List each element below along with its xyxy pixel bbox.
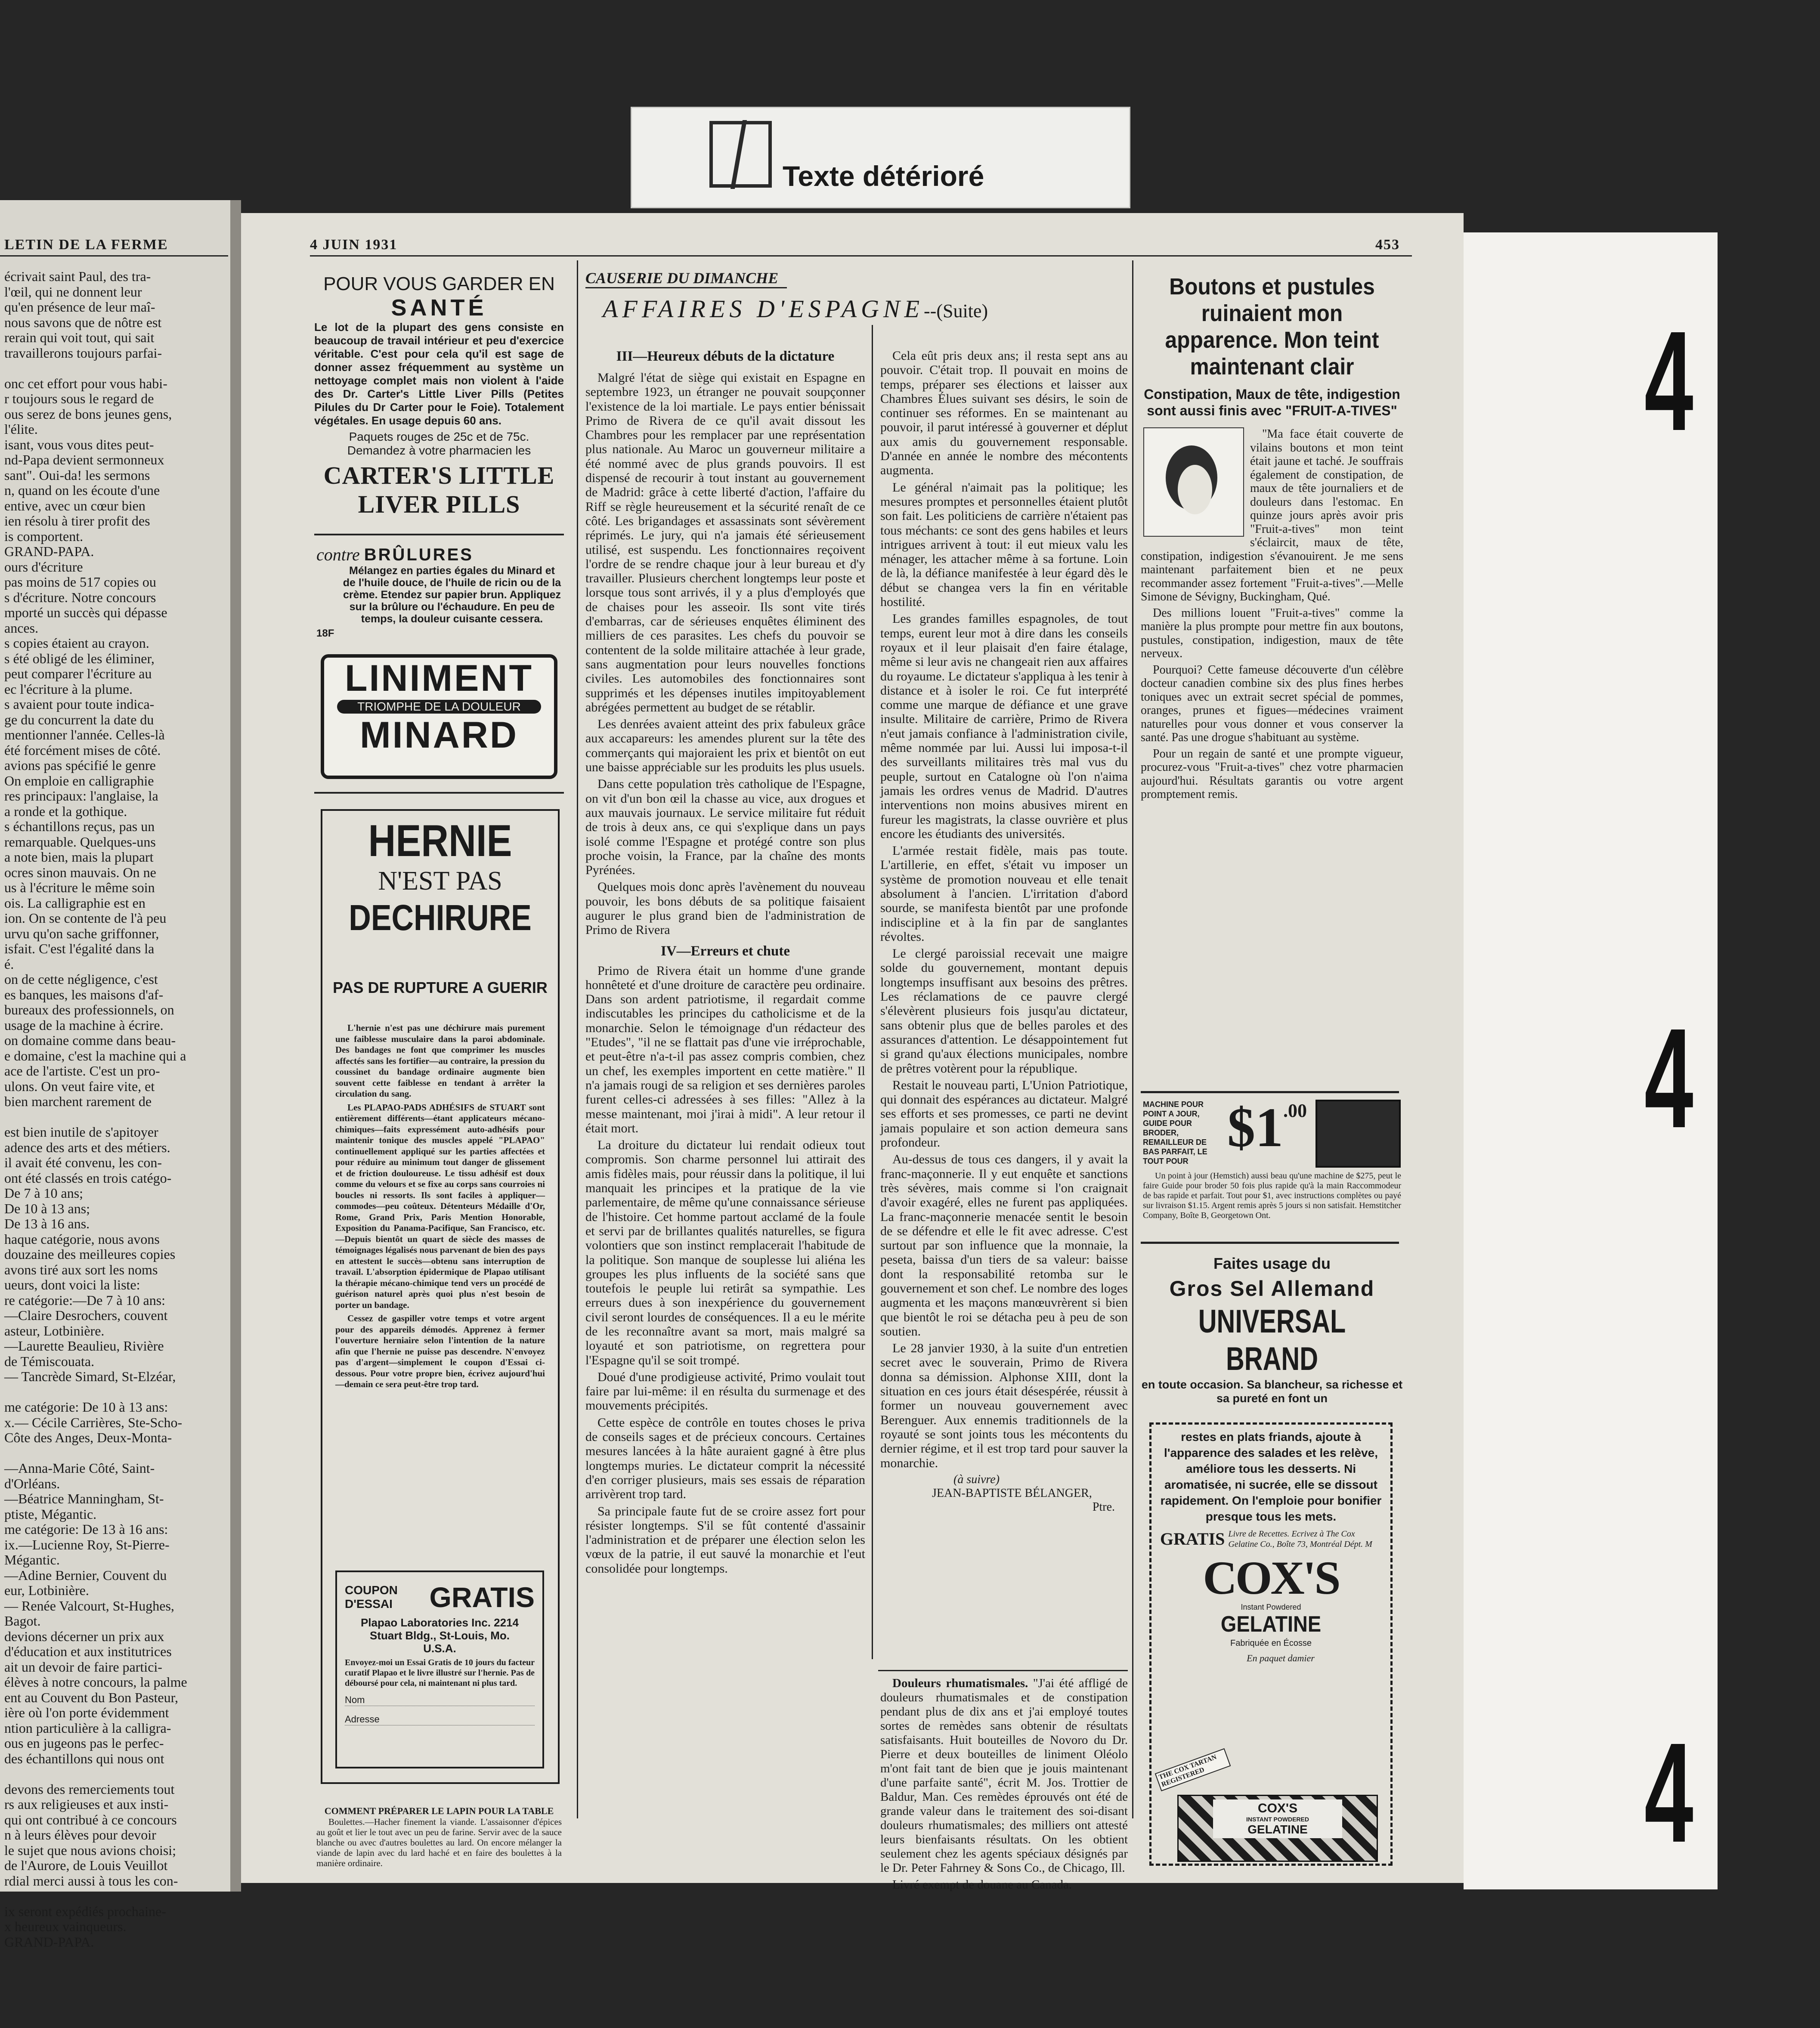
page-gutter bbox=[230, 200, 241, 1892]
article-paragraph: Le 28 janvier 1930, à la suite d'un entretien secret avec le souverain, Primo de Rivera donna sa démission. Alphonse XIII, dont la situation en ces jours était désespérée, réussit à former un nouveau gouvernement avec Berenguer. Aux ennemis traditionnels de la royauté se sont joints tous les mécontents du dernier régime, et il est trop tard pour sauver la monarchie. bbox=[880, 1341, 1128, 1470]
ad-cox-gelatine bbox=[1149, 1422, 1393, 1866]
article-paragraph: L'armée restait fidèle, mais pas toute. L'artillerie, en effet, s'était vu imposer un système de promotion nouveau et elle tenait absolument à l'ancien. L'irritation d'abord sourde, se manifesta bientôt par une profonde indiscipline et à la fin par de sanglantes révoltes. bbox=[880, 844, 1128, 944]
left-page-line: ière où l'on porte évidemment bbox=[4, 1705, 169, 1720]
left-page-line: nd-Papa devient sermonneux bbox=[4, 452, 164, 467]
brulures-code: 18F bbox=[316, 628, 334, 639]
right-page-flap bbox=[1464, 232, 1718, 1889]
left-page-line: x.— Cécile Carrières, Ste-Scho- bbox=[4, 1414, 183, 1430]
article-title: AFFAIRES D'ESPAGNE bbox=[603, 295, 924, 323]
article-paragraph: Dans cette population très catholique de l'Espagne, on vit d'un bon œil la chasse au vice, aux drogues et aux mauvais journaux. Le service militaire fut réduit de trois à deux ans, ce qui s'explique dans un pays isolé comme l'Espagne et protégé contre son plus proche voisin, la France, par la chaîne des monts Pyrénées. bbox=[585, 777, 865, 878]
ad-separator-1 bbox=[314, 534, 564, 535]
left-page-line bbox=[4, 1766, 215, 1782]
recipe-lapin bbox=[316, 1805, 562, 1879]
left-page-line: ont été classés en trois catégo- bbox=[4, 1170, 172, 1186]
stamp-label: Texte détérioré bbox=[783, 160, 984, 192]
cox-tartan-badge: THE COX TARTAN REGISTERED bbox=[1155, 1748, 1231, 1791]
left-page-line: ueurs, dont voici la liste: bbox=[4, 1277, 140, 1292]
cox-body: restes en plats friands, ajoute à l'apparence des salades et les relève, améliore tous les desserts. Ni aromatisée, ni sucrée, elle se dissout rapidement. On l'emploie pour bonifier presque tous les mets. bbox=[1160, 1430, 1382, 1523]
article-author: JEAN-BAPTISTE BÉLANGER, bbox=[932, 1486, 1092, 1500]
brulures-body: Mélangez en parties égales du Minard et de l'huile douce, de l'huile de ricin ou de la crème. Etendez sur papier brun. Appliquez sur la brûlure ou l'échaudure. En peu de temps, la douleur cuisante cessera. bbox=[343, 565, 561, 625]
article-paragraph: Cela eût pris deux ans; il resta sept ans au pouvoir. C'était trop. Il pouvait en moins de temps, préparer ses élections et laisser aux Chambres Élues suivant ses désirs, le soin de continuer ses réformes. En se maintenant au pouvoir, il parut intéressé à gouverner et déplut aux amis du gouvernement responsable. D'année en année le nombre des mécontents augmenta. bbox=[880, 349, 1128, 478]
hernie-title-3: DECHIRURE bbox=[349, 897, 532, 938]
ad-machine bbox=[1143, 1097, 1401, 1237]
ad-rhumatismes bbox=[880, 1676, 1128, 1892]
machine-rule-top bbox=[1141, 1091, 1399, 1093]
article-paragraph: Le clergé paroissial recevait une maigre solde du gouvernement, montant depuis longtemps insuffisant aux besoins des prêtres. Les réclamations de ce pauvre clergé s'élevèrent plusieurs fois jusqu'au dictateur, sans obtenir plus que de belles paroles et des assurances d'attention. Le désappointement fut si grand qu'aux élections municipales, nombre de prêtres votèrent pour la république. bbox=[880, 946, 1128, 1076]
hernie-title-1: HERNIE bbox=[368, 816, 512, 866]
article-paragraph: Primo de Rivera était un homme d'une grande honnêteté et d'une droiture de caractère peu ordinaire. Dans son ardent patriotisme, il regardait comme indiscutables les principes du catholicisme et de la monarchie. Selon le témoignage d'un rédacteur des "Etudes", "il ne se flattait pas d'une vie irréprochable, et peut-être n'a-t-il pas assez compris combien, chez un chef, les exemples importent en cette matière." Il n'a jamais rougi de sa religion et ses dernières paroles furent celles-ci adressées à ses filles: "Allez à la messe maintenant, moi j'irai à midi". A leur retour il était mort. bbox=[585, 963, 865, 1135]
hernie-body-2: Les PLAPAO-PADS ADHÉSIFS de STUART sont entièrement différents—étant applicateurs mécano-chimiques—faits expressément auto-adhésifs pour maintenir tonique des muscles appelé "PLAPAO" continuellement appliqué sur les parties affectées et pour réduire au minimum tout danger de glissement et de friction douloureuse. Le tissu adhésif est doux comme du velours et se fixe au corps sans courroies ni boucles ni ressorts. Ils sont faciles à appliquer—commodes—peu coûteux. Détenteurs Médaille d'Or, Rome, Grand Prix, Paris Mention Honorable, Exposition du Panama-Pacifique, San Francisco, etc.—Depuis bientôt un quart de siècle des masses de témoignages légalisés nous parvenant de bien des pays en attestent le succès—obtenu sans interruption de travail. L'absorption épidermique de Plapao utilisant la thérapie mécano-chimique tend vers un procédé de guérison naturel après quoi plus n'est besoin de porter un bandage. bbox=[335, 1102, 545, 1310]
fruit-quote: "Ma face était couverte de vilains boutons et mon teint était jaune et taché. Je souffrais également de constipation, de maux de tête journaliers et de douleurs dans l'estomac. En quinze jours après avoir pris "Fruit-a-tives" mon teint s'éclaircit, maux de tête, constipation, indigestion s'évanouirent. Je me sens maintenant parfaitement bien et ne peux recommander assez fortement "Fruit-a-tives".—Melle Simone de Sévigny, Buckingham, Qué. bbox=[1141, 427, 1403, 603]
article-paragraph: Au-dessus de tous ces dangers, il y avait la franc-maçonnerie. Il y eut enquête et sanctions très sévères, mais comme si l'on craignait d'avoir exagéré, elles ne furent pas appliquées. La franc-maçonnerie menacée sentit le besoin de se défendre et elle le fit avec adresse. C'est surtout par son influence que la monnaie, la peseta, baissa d'un tiers de sa valeur: baisse dont la responsabilité retomba sur le gouvernement et son chef. Le nombre des loges augmenta et les maçons manœuvrèrent si bien que bientôt le roi se détacha peu à peu de son soutien. bbox=[880, 1152, 1128, 1339]
left-page-line bbox=[4, 1889, 215, 1904]
ad-sante-body: Le lot de la plupart des gens consiste en beaucoup de travail intérieur et peu d'exercice véritable. C'est pour cela qu'il est sage de donner assez fréquemment au système un nettoyage complet mais non violent à l'aide des Dr. Carter's Little Liver Pills (Petites Pilules du Dr Carter pour le Foie). Totalement végétales. En usage depuis 60 ans. bbox=[314, 321, 564, 427]
left-page-line: de Témiscouata. bbox=[4, 1353, 95, 1369]
article-section-4-text bbox=[585, 964, 865, 1576]
cox-box-logo: COX'S bbox=[1257, 1801, 1298, 1815]
article-column-2-text bbox=[880, 349, 1128, 1470]
article-section-4-heading: IV—Erreurs et chute bbox=[661, 943, 790, 959]
ad-hernie bbox=[321, 809, 560, 1784]
ad-fruit-a-tives bbox=[1141, 273, 1403, 1082]
cox-gratis-body: Livre de Recettes. Ecrivez à The Cox Gelatine Co., Boîte 73, Montréal Dépt. M bbox=[1228, 1529, 1372, 1549]
left-page-line: res principaux: l'anglaise, la bbox=[4, 788, 158, 804]
article-paragraph: Doué d'une prodigieuse activité, Primo voulait tout faire par lui-même: il en résulta du surmenage et des mouvements précipités. bbox=[585, 1370, 865, 1413]
minard-logo-top: LINIMENT bbox=[344, 658, 534, 699]
left-page-line: onc cet effort pour vous habi- bbox=[4, 375, 167, 391]
left-page-line: devons des remerciements tout bbox=[4, 1781, 175, 1797]
left-page-line: élèves à notre concours, la palme bbox=[4, 1674, 187, 1690]
left-page-line: a ronde et la gothique. bbox=[4, 803, 127, 819]
left-page-line: a note bien, mais la plupart bbox=[4, 849, 154, 865]
cox-instant: Instant Powdered bbox=[1241, 1603, 1301, 1611]
left-page-line: ion. On se contente de l'à peu bbox=[4, 910, 167, 926]
ad-sante-title-2: SANTÉ bbox=[391, 295, 487, 321]
sel-l4: en toute occasion. Sa blancheur, sa richesse et sa pureté en font un bbox=[1141, 1378, 1403, 1405]
cox-gelatine: GELATINE bbox=[1220, 1612, 1322, 1637]
left-page-line: Côte des Anges, Deux-Monta- bbox=[4, 1430, 172, 1445]
left-page-line: ace de l'artiste. C'est un pro- bbox=[4, 1063, 160, 1079]
ad-sel bbox=[1141, 1255, 1403, 1405]
cox-package-image bbox=[1177, 1795, 1378, 1862]
carters-logo: CARTER'S LITTLE LIVER PILLS bbox=[323, 461, 555, 518]
article-paragraph: Les grandes familles espagnoles, de tout temps, eurent leur mot à dire dans les conseils royaux et il leur plaisait d'en faire étalage, même si leur avis ne changeait rien aux affaires du royaume. Le dictateur s'appliqua à les tenir à distance et à isoler le roi. Ce fut interprété comme une marque de défiance et une grave insulte. Militaire de carrière, Primo de Rivera n'eut jamais confiance à l'administration civile, même nommée par lui. Aussi lui imposa-t-il des surveillants militaires très mal vus du peuple, surtout en Catalogne où l'on n'aima jamais les ordres venus de Madrid. D'autres interventions non moins abusives mirent en fureur les magistrats, la classe ouvrière et plus encore les étudiants des universités. bbox=[880, 612, 1128, 841]
header-rule bbox=[310, 255, 1412, 257]
left-page-line: —Adine Bernier, Couvent du bbox=[4, 1567, 167, 1583]
cox-paquet: En paquet damier bbox=[1247, 1653, 1315, 1663]
deteriorated-text-stamp bbox=[631, 107, 1130, 208]
left-page-line: de l'Aurore, de Louis Veuillot bbox=[4, 1858, 168, 1873]
left-page-line bbox=[4, 1446, 215, 1461]
column-rule-1 bbox=[577, 260, 578, 1818]
left-page-line: —Claire Desrochers, couvent bbox=[4, 1308, 168, 1323]
left-page-line: ien résolu à tirer profit des bbox=[4, 513, 150, 529]
left-page-line: —Anna-Marie Côté, Saint- bbox=[4, 1460, 155, 1476]
left-page-line: on de cette négligence, c'est bbox=[4, 971, 158, 987]
left-page-line: On emploie en calligraphie bbox=[4, 773, 154, 788]
left-page-line: ix.—Lucienne Roy, St-Pierre- bbox=[4, 1536, 170, 1552]
rhumat-separator bbox=[878, 1670, 1128, 1671]
left-page-line: Bagot. bbox=[4, 1613, 41, 1629]
left-header-rule bbox=[0, 255, 228, 257]
left-page-line: s été obligé de les éliminer, bbox=[4, 650, 155, 666]
fruit-p4: Pour un regain de santé et une prompte vigueur, procurez-vous "Fruit-a-tives" chez votre pharmacien aujourd'hui. Résultats garantis ou votre argent promptement remis. bbox=[1141, 747, 1403, 801]
sel-l1: Faites usage du bbox=[1213, 1255, 1331, 1272]
left-page-line: ec l'écriture à la plume. bbox=[4, 681, 133, 697]
article-paragraph: La droiture du dictateur lui rendait odieux tout compromis. Son charme personnel lui attirait des amis fidèles mais, pour réussir dans la politique, il lui manquait les principes et la pratique de la vie parlementaire, de même qu'une connaissance sérieuse de l'histoire. Cet homme partout acclamé de la foule et servi par de brillantes qualités naturelles, se figura volontiers que son instinct remplacerait l'habitude de la politique. Son manque de souplesse lui aliéna les groupes les plus influents de la société sans que toutefois le peuple lui retirât sa sympathie. Les erreurs dues à son inexpérience du gouvernement civil seront lourdes de conséquences. Il a eu le mérite de les reconnaître avant sa mort, mais malgré sa loyauté et son patriotisme, on regrettera pour l'Espagne qu'il se soit trompé. bbox=[585, 1138, 865, 1367]
left-page-line: ptiste, Mégantic. bbox=[4, 1506, 97, 1522]
left-page-line: rdial merci aussi à tous les con- bbox=[4, 1873, 178, 1889]
article-paragraph: Restait le nouveau parti, L'Union Patriotique, qui donnait des espérances au dictateur. Malgré ses efforts et ses promesses, ce parti ne devint jamais populaire et son action demeura sans profondeur. bbox=[880, 1078, 1128, 1150]
sel-l3: UNIVERSAL BRAND bbox=[1198, 1303, 1346, 1377]
left-page-line: on domaine comme dans beau- bbox=[4, 1033, 176, 1048]
left-page-line: entive, avec un cœur bien bbox=[4, 498, 145, 513]
left-page-line: peut comparer l'écriture au bbox=[4, 666, 152, 681]
left-page-line: — Renée Valcourt, St-Hughes, bbox=[4, 1598, 174, 1614]
hernie-body-3: Cessez de gaspiller votre temps et votre argent pour des appareils démodés. Apprenez à fermer l'ouverture herniaire selon l'intention de la nature afin que l'hernie ne puisse pas descendre. N'envoyez pas d'argent—simplement le coupon d'Essai ci-dessous. Pour votre propre bien, écrivez aujourd'hui—demain ce sera peut-être trop tard. bbox=[335, 1313, 545, 1389]
article-paragraph: Quelques mois donc après l'avènement du nouveau pouvoir, les bons débuts de sa politique faisaient augurer le plus grand bien de l'administration de Primo de Rivera bbox=[585, 880, 865, 937]
main-page bbox=[241, 213, 1464, 1892]
coupon-body: Envoyez-moi un Essai Gratis de 10 jours du facteur curatif Plapao et le livre illustré sur l'hernie. Pas de déboursé pour cela, ni maintenant ni plus tard. bbox=[345, 1658, 535, 1688]
article-a-suivre: (à suivre) bbox=[953, 1472, 1000, 1486]
page-marker-4-middle: 4 bbox=[1644, 999, 1693, 1157]
article-section-3-heading: III—Heureux débuts de la dictature bbox=[616, 349, 835, 364]
recipe-body: Boulettes.—Hacher finement la viande. L'assaisonner d'épices au goût et lier le tout avec un peu de farine. Servir avec de la sauce blanche ou avec d'autres boulettes au lard. On encore mélanger la viande de lapin avec du lard haché et en faire des boulettes à la manière ordinaire. bbox=[316, 1817, 562, 1868]
left-page-line: été forcément mises de côté. bbox=[4, 742, 161, 758]
left-page bbox=[0, 200, 230, 1950]
portrait-image bbox=[1143, 427, 1244, 537]
cox-logo: COX'S bbox=[1203, 1552, 1339, 1604]
left-page-header: LETIN DE LA FERME bbox=[4, 237, 168, 253]
hernie-title-2: N'EST PAS bbox=[378, 866, 502, 896]
left-page-line: ent au Couvent du Bon Pasteur, bbox=[4, 1689, 178, 1705]
ad-sante-ask: Demandez à votre pharmacien les bbox=[347, 444, 531, 457]
left-page-line: is comportent. bbox=[4, 528, 84, 544]
ad-separator-2 bbox=[314, 792, 564, 794]
left-page-line: GRAND-PAPA. bbox=[4, 544, 94, 559]
left-page-line: il avait été convenu, les con- bbox=[4, 1155, 162, 1170]
machine-body: Un point à jour (Hemstich) aussi beau qu'une machine de $275, peut le faire Guide pour broder 50 fois plus rapide qu'à la main Raccommodeur de bas rapide et parfait. Tout pour $1, avec instructions complètes ou payé sur livraison $1.15. Argent remis après 5 jours si non satisfait. Hemstitcher Company, Boîte B, Georgetown Ont. bbox=[1143, 1171, 1401, 1220]
coupon-adresse-field[interactable]: Adresse bbox=[345, 1714, 535, 1725]
article-paragraph: Malgré l'état de siège qui existait en Espagne en septembre 1923, un étranger ne pouvait soupçonner l'existence de la loi martiale. Le pays entier bénissait Primo de Rivera de ce qu'il avait dissout les Chambres pour les remplacer par une représentation plus nationale. Au Maroc un gouverneur militaire a été nommé avec de plus grands pouvoirs. Il est dispensé de recourir à tout instant au gouvernement de Madrid: grâce à cette liberté d'action, l'affaire du Riff se règle heureusement et la sécurité renaît de ce côté. Les brigandages et assassinats sont sévèrement réprimés. Le jury, qui n'a jamais été sérieusement utilisé, est suspendu. Les fonctionnaires reçoivent l'ordre de se rendre chaque jour à leur bureau et d'y travailler. Plusieurs cherchent longtemps leur poste et lorsque tous sont arrivés, il y a plus d'employés que de chaises pour les asseoir. Ils sont vite tirés d'embarras, car de sérieuses enquêtes éliminent des milliers de ces parasites. Les chefs du pouvoir se contentent de la solde militaire attachée à leur grade, sans augmentation pour leurs nouvelles fonctions civiles. Les automobiles des fonctionnaires sont supprimés et les dépenses inutiles impitoyablement abrégées permettent au budget de se rétablir. bbox=[585, 371, 865, 714]
left-page-line: é. bbox=[4, 956, 14, 972]
left-page-line: des échantillons qui nous ont bbox=[4, 1750, 164, 1766]
left-page-line: mentionner l'année. Celles-là bbox=[4, 727, 165, 742]
rhumat-last: Livré exempt de douane au Canada. bbox=[892, 1878, 1072, 1892]
hernie-coupon[interactable] bbox=[335, 1570, 544, 1768]
ad-sante-price: Paquets rouges de 25c et de 75c. bbox=[349, 430, 529, 443]
cox-fab: Fabriquée en Écosse bbox=[1230, 1638, 1312, 1648]
left-page-line: asteur, Lotbinière. bbox=[4, 1323, 105, 1339]
left-page-line: —Laurette Beaulieu, Rivière bbox=[4, 1338, 164, 1354]
left-page-line: s échantillons reçus, pas un bbox=[4, 819, 155, 834]
left-page-line: s avaient pour toute indica- bbox=[4, 696, 155, 712]
left-page-line: mporté un succès qui dépasse bbox=[4, 605, 167, 620]
left-page-line: —Béatrice Manningham, St- bbox=[4, 1491, 164, 1506]
left-page-line: us à l'écriture le même soin bbox=[4, 880, 155, 895]
left-page-line: ait un devoir de faire partici- bbox=[4, 1659, 162, 1675]
left-page-line: avons tiré aux sort les noms bbox=[4, 1261, 158, 1277]
machine-left-text: MACHINE POUR POINT A JOUR, GUIDE POUR BRODER, REMAILLEUR DE BAS PARFAIT, LE TOUT POUR bbox=[1143, 1100, 1207, 1165]
left-page-line: d'éducation et aux institutrices bbox=[4, 1644, 172, 1659]
fruit-title: Boutons et pustules ruinaient mon apparence. Mon teint maintenant clair bbox=[1165, 274, 1379, 380]
left-page-line: bureaux des professionnels, on bbox=[4, 1002, 174, 1017]
sel-l2: Gros Sel Allemand bbox=[1169, 1277, 1375, 1301]
coupon-gratis: GRATIS bbox=[429, 1581, 535, 1613]
page-date: 4 JUIN 1931 bbox=[310, 237, 398, 253]
left-page-line: ois. La calligraphie est en bbox=[4, 895, 145, 911]
left-page-line bbox=[4, 361, 215, 376]
article-paragraph: Sa principale faute fut de se croire assez fort pour résister longtemps. S'il se fût contenté d'assainir l'administration et de préparer une élection selon les vœux de la patrie, il eut sauvé la monarchie et l'eut consolidée pour longtemps. bbox=[585, 1504, 865, 1576]
hernie-body-1: L'hernie n'est pas une déchirure mais purement une faiblesse musculaire dans la paroi abdominale. Des bandages ne font que comprimer les muscles affectés sans les fortifier—au contraire, la pression du coussinet du bandage ordinaire augmente bien souvent cette faiblesse en tendant à arrêter la circulation du sang. bbox=[335, 1023, 545, 1099]
left-page-line: me catégorie: De 13 à 16 ans: bbox=[4, 1521, 168, 1537]
left-page-line: r toujours sous le regard de bbox=[4, 391, 154, 406]
left-page-line: qu'en présence de leur maî- bbox=[4, 299, 155, 315]
left-page-line: qui ont contribué à ce concours bbox=[4, 1812, 177, 1827]
left-page-line: l'œil, qui ne donnent leur bbox=[4, 284, 142, 300]
article-paragraph: Le général n'aimait pas la politique; les mesures promptes et personnelles étaient plutôt son fait. Les politiciens de carrière n'étaient pas tous méchants: ce sont des gens habiles et leurs intrigues arrivent à tout: il eut mieux valu les ménager, les attacher même à sa fortune. Loin de là, la défiance manifestée à leur égard dès le début se changea vers la fin en véritable hostilité. bbox=[880, 480, 1128, 609]
left-page-line: avions pas spécifié le genre bbox=[4, 757, 156, 773]
page-number: 453 bbox=[1375, 237, 1400, 253]
left-page-text bbox=[4, 269, 215, 1950]
left-page-line: Mégantic. bbox=[4, 1552, 60, 1567]
left-page-line: travaillerons toujours parfai- bbox=[4, 345, 162, 361]
left-page-line bbox=[4, 1385, 215, 1400]
left-page-line: ulons. On veut faire vite, et bbox=[4, 1078, 155, 1094]
article-header bbox=[585, 269, 1128, 342]
fruit-p2: Des millions louent "Fruit-a-tives" comme la manière la plus prompte pour mettre fin aux boutons, pustules, constipation, indigestion, maux de tête nerveux. bbox=[1141, 606, 1403, 660]
left-page-line: remarquable. Quelques-uns bbox=[4, 834, 156, 850]
ad-sante-title: POUR VOUS GARDER EN bbox=[323, 273, 555, 294]
minard-logo-bottom: MINARD bbox=[360, 714, 518, 756]
left-page-line: devions décerner un prix aux bbox=[4, 1628, 164, 1644]
left-page-line: n, quand on les écoute d'une bbox=[4, 482, 160, 498]
hernie-subtitle: PAS DE RUPTURE A GUERIR bbox=[333, 979, 548, 996]
left-page-line: nous savons que de nôtre est bbox=[4, 314, 162, 330]
article-column-1 bbox=[585, 349, 865, 1883]
left-page-line: ge du concurrent la date du bbox=[4, 711, 154, 727]
column-rule-3 bbox=[1132, 260, 1133, 1818]
left-page-line: es banques, les maisons d'af- bbox=[4, 986, 164, 1002]
machine-cents: .00 bbox=[1283, 1100, 1307, 1121]
fruit-subtitle: Constipation, Maux de tête, indigestion sont aussi finis avec "FRUIT-A-TIVES" bbox=[1144, 386, 1400, 418]
left-page-line: isant, vous vous dites peut- bbox=[4, 436, 154, 452]
rhumat-title: Douleurs rhumatismales. bbox=[892, 1676, 1028, 1690]
article-paragraph: Les denrées avaient atteint des prix fabuleux grâce aux accapareurs: les amendes plurent sur la tête des commerçants qui majoraient les prix et bientôt on eut une baisse appréciable sur les produits les plus usuels. bbox=[585, 717, 865, 775]
article-section-3-text bbox=[585, 371, 865, 937]
left-page-line: eur, Lotbinière. bbox=[4, 1583, 89, 1598]
left-page-line: rerain qui voit tout, qui sait bbox=[4, 330, 155, 345]
left-page-line: ances. bbox=[4, 620, 39, 636]
left-page-line: re catégorie:—De 7 à 10 ans: bbox=[4, 1292, 166, 1308]
left-page-line: x heureux vainqueurs. bbox=[4, 1919, 127, 1934]
rhumat-body: "J'ai été affligé de douleurs rhumatismales et de constipation pendant plus de dix ans et j'ai employé toutes sortes de remèdes sans obtenir de résultats satisfaisants. Huit bouteilles de Novoro du Dr. Pierre et deux bouteilles de liniment Oléolo m'ont fait tant de bien que je jouis maintenant d'une parfaite santé", écrit M. Jos. Trottier de Baldur, Man. Ces remèdes éprouvés ont été de grande valeur dans le traitement des soi-disant douleurs rhumatismales; des milliers ont attesté leurs bienfaisants résultats. On les obtient seulement chez les agents spéciaux désignés par le Dr. Peter Fahrney & Sons Co., de Chicago, Ill. bbox=[880, 1676, 1128, 1875]
left-page-line: usage de la machine à écrire. bbox=[4, 1017, 164, 1033]
left-page-line: De 13 à 16 ans. bbox=[4, 1216, 90, 1231]
left-page-line: me catégorie: De 10 à 13 ans: bbox=[4, 1399, 168, 1415]
left-page-line: ix seront expédiés prochaine- bbox=[4, 1903, 166, 1919]
left-page-line: sant". Oui-da! les sermons bbox=[4, 467, 150, 483]
fruit-p3: Pourquoi? Cette fameuse découverte d'un célèbre docteur canadien combine six des plus fines herbes toniques avec un extrait secret spécial de pommes, oranges, prunes et figues—médecines vraiment naturelles pour vous donner et vous conserver la santé. Pas une drogue s'habituant au système. bbox=[1141, 663, 1403, 744]
left-page-line: l'élite. bbox=[4, 421, 38, 437]
left-page-line: isfait. C'est l'égalité dans la bbox=[4, 941, 155, 956]
article-paragraph: Cette espèce de contrôle en toutes choses le priva de conseils sages et de précieux concours. Certaines mesures lancées à la hâte auraient gagné à être plus longtemps muries. Le dictateur comprit la nécessité d'en corriger plusieurs, mais ses essais de réparation arrivèrent trop tard. bbox=[585, 1415, 865, 1502]
minard-logo bbox=[321, 654, 557, 779]
minard-logo-mid: TRIOMPHE DE LA DOULEUR bbox=[337, 700, 541, 714]
left-page-line: ocres sinon mauvais. On ne bbox=[4, 864, 156, 880]
coupon-address: Plapao Laboratories Inc. 2214 Stuart Bldg., St-Louis, Mo. U.S.A. bbox=[360, 1616, 519, 1655]
page-marker-4-bottom: 4 bbox=[1644, 1713, 1693, 1872]
left-page-line: De 10 à 13 ans; bbox=[4, 1200, 90, 1216]
left-page-line: urvu qu'on sache griffonner, bbox=[4, 925, 159, 941]
stamp-logo-icon bbox=[709, 121, 772, 188]
article-suite: --(Suite) bbox=[924, 300, 988, 322]
left-page-line: le sujet que nous avions choisi; bbox=[4, 1842, 176, 1858]
left-page-line: rs aux religieuses et aux insti- bbox=[4, 1796, 169, 1812]
left-page-line: — Tancrède Simard, St-Elzéar, bbox=[4, 1369, 176, 1384]
left-page-line: De 7 à 10 ans; bbox=[4, 1185, 84, 1201]
left-page-line: ours d'écriture bbox=[4, 559, 83, 575]
left-page-line: haque catégorie, nous avons bbox=[4, 1231, 160, 1247]
brulures-title: BRÛLURES bbox=[364, 545, 474, 564]
column-rule-2 bbox=[872, 325, 873, 1659]
page-marker-4-top: 4 bbox=[1644, 301, 1693, 460]
recipe-title: COMMENT PRÉPARER LE LAPIN POUR LA TABLE bbox=[324, 1805, 554, 1816]
left-page-line: bien marchent rarement de bbox=[4, 1094, 152, 1109]
left-page-line: écrivait saint Paul, des tra- bbox=[4, 269, 151, 284]
left-page-line: douzaine des meilleures copies bbox=[4, 1246, 176, 1262]
left-page-line: adence des arts et des métiers. bbox=[4, 1139, 170, 1155]
left-page-line: s d'écriture. Notre concours bbox=[4, 589, 156, 605]
left-page-line: pas moins de 517 copies ou bbox=[4, 574, 156, 590]
left-page-line: ous serez de bons jeunes gens, bbox=[4, 406, 172, 422]
article-kicker: CAUSERIE DU DIMANCHE bbox=[585, 269, 787, 288]
left-page-line: GRAND-PAPA. bbox=[4, 1934, 94, 1950]
brulures-prefix: contre BRÛLURES bbox=[316, 545, 474, 564]
left-page-line: ous en jugeons pas le perfec- bbox=[4, 1735, 164, 1751]
left-page-line bbox=[4, 1110, 215, 1125]
left-page-line: d'Orléans. bbox=[4, 1475, 60, 1491]
coupon-nom-field[interactable]: Nom bbox=[345, 1694, 535, 1706]
left-page-line: n à leurs élèves pour devoir bbox=[4, 1827, 156, 1843]
machine-rule-bottom bbox=[1141, 1242, 1399, 1244]
coupon-label: COUPON D'ESSAI bbox=[345, 1583, 398, 1611]
left-page-line: s copies étaient au crayon. bbox=[4, 635, 149, 651]
cox-gratis: GRATIS bbox=[1160, 1529, 1225, 1549]
article-author-title: Ptre. bbox=[1092, 1500, 1115, 1514]
cox-box-gelatine: GELATINE bbox=[1247, 1823, 1308, 1836]
cox-box-instant: INSTANT POWDERED bbox=[1246, 1816, 1309, 1823]
machine-price: $1 bbox=[1227, 1097, 1283, 1159]
article-column-2 bbox=[880, 349, 1128, 1666]
left-page-line: ntion particulière à la calligra- bbox=[4, 1720, 171, 1736]
left-page-line: est bien inutile de s'apitoyer bbox=[4, 1124, 158, 1140]
machine-illustration-icon bbox=[1315, 1100, 1401, 1168]
left-page-line: e domaine, c'est la machine qui a bbox=[4, 1048, 186, 1063]
